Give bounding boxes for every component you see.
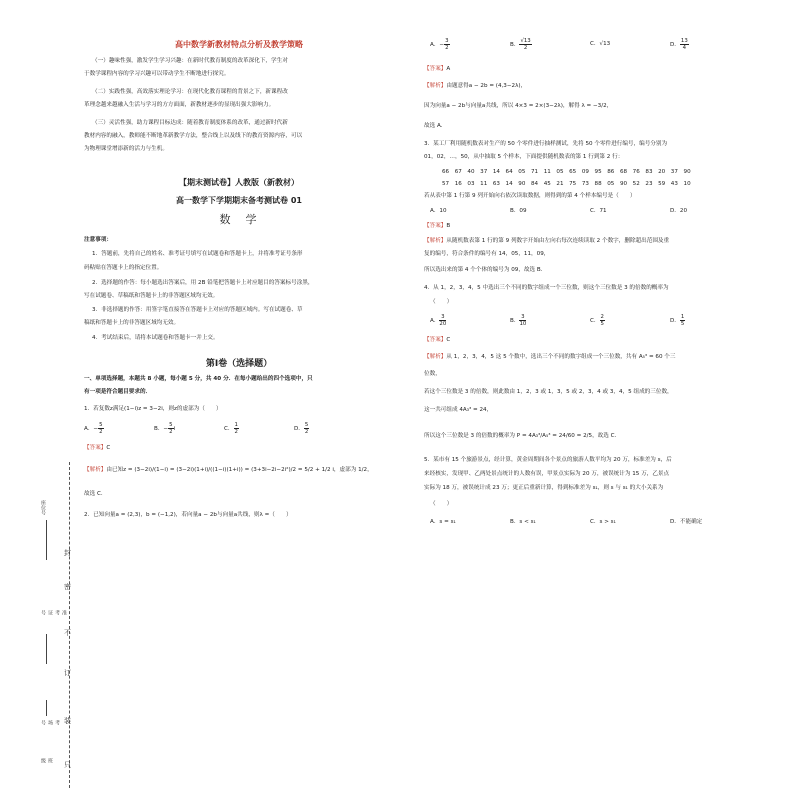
q3-option-b: B．09 xyxy=(510,208,527,214)
question-3b: 01，02，…，50，从中抽取 5 个样本，下面提供随机数表的第 1 行到第 2 行： xyxy=(424,154,624,160)
room-number-line xyxy=(46,700,47,716)
solution-tag: 【解析】 xyxy=(424,83,447,89)
solution-text: 由已知z = (3−2i)/(1−i) = (3−2i)(1+i)/((1−i)(1+i)) = (3+3i−2i−2i²)/2 = 5/2 + 1/2 i，虚部为 1/2， xyxy=(106,467,373,473)
binding-char: 密 xyxy=(64,583,71,591)
q3-solution-2: 复的编号，符合条件的编号有 14，05，11，09， xyxy=(424,251,550,257)
q4-option-b xyxy=(510,314,526,327)
section-one-title: 第Ⅰ卷（选择题） xyxy=(205,359,273,369)
q1-solution-end: 故选 C． xyxy=(84,491,107,497)
binding-char: 不 xyxy=(64,629,71,637)
q4-solution-2: 位数， xyxy=(424,371,441,377)
option-label: B． xyxy=(510,318,520,324)
question-5: 5．某市有 15 个旅游景点，经计算，黄金周期间各个景点的旅游人数平均为 20 万，标准差为 s，后 xyxy=(424,457,672,463)
notice-4: 4．考试结束后，请将本试题卷和答题卡一并上交。 xyxy=(92,335,219,341)
solution-tag: 【解析】 xyxy=(424,238,447,244)
q4-option-d xyxy=(670,314,685,327)
q1-option-c xyxy=(224,422,239,435)
q2-solution-2: 因为向量a − 2b与向量a共线，所以 4×3 = 2×(3−2λ)，解得 λ = −3/2， xyxy=(424,103,613,109)
fraction: $\frac{2}{5}$ xyxy=(600,314,604,327)
solution-tag: 【解析】 xyxy=(84,467,107,473)
option-label: C． xyxy=(590,41,600,47)
q2-option-b xyxy=(510,38,532,51)
q5-option-a: A．s = s₁ xyxy=(430,519,456,525)
option-label: A． xyxy=(430,318,440,324)
q2-solution-end: 故选 A． xyxy=(424,123,447,129)
solution-tag: 【解析】 xyxy=(424,354,447,360)
exam-title: 高一数学下学期期末备考测试卷 01 xyxy=(176,196,302,205)
q3-solution: 【解析】从随机数表第 1 行的第 9 列数字开始由左向右每次连续读取 2 个数字，删除超出范围及重 xyxy=(424,238,670,244)
mc-instructions: 一、单项选择题，本题共 8 小题，每小题 5 分，共 40 分．在每小题给出的四个选项中，只 xyxy=(84,376,313,382)
q2-answer: 【答案】A xyxy=(424,66,451,72)
option-label: A．− xyxy=(430,42,445,48)
notice-3: 3．非选择题的作答：用签字笔直接答在答题卡上对应的答题区域内。写在试题卷、草 xyxy=(92,307,303,313)
question-4: 4．从 1，2，3，4，5 中选出三个不同的数字组成一个三位数，则这个三位数是 3 的倍数的概率为 xyxy=(424,285,669,291)
question-3: 3．某工厂利用随机数表对生产的 50 个零件进行抽样测试，先将 50 个零件进行编号，编号分别为 xyxy=(424,141,668,147)
q3-option-d: D．20 xyxy=(670,208,688,214)
answer-tag: 【答案】 xyxy=(424,337,447,343)
fraction: $\frac{3}{2}$ xyxy=(445,38,449,51)
q1-option-a xyxy=(84,422,104,435)
binding-margin xyxy=(0,230,80,769)
fraction: $\frac{1}{2}$ xyxy=(234,422,238,435)
intro-para-3c: 为物理课堂增添新的活力与生机。 xyxy=(84,146,168,152)
q2-solution: 【解析】由题意得a − 2b = (4,3−2λ)， xyxy=(424,83,527,89)
q3-option-c: C．71 xyxy=(590,208,607,214)
question-4b: （ ） xyxy=(430,299,453,305)
subject-title: 数 学 xyxy=(219,213,259,226)
q4-solution-3: 若这个三位数是 3 的倍数，则此数由 1，2，3 或 1，3，5 或 2，3，4 或 3，4，5 组成的三位数， xyxy=(424,389,673,395)
question-5d: （ ） xyxy=(430,501,453,507)
q1-option-b: B．− $\frac{5}{2}$ i xyxy=(154,422,176,435)
notice-2: 2．选择题的作答：每小题选出答案后，用 2B 铅笔把答题卡上对应题目的答案标号涂黑， xyxy=(92,280,314,286)
exam-id-line xyxy=(46,634,47,664)
q2-option-d xyxy=(670,38,689,51)
article-title: 高中数学新教材特点分析及教学策略 xyxy=(175,40,303,49)
q4-solution-5: 所以这个三位数是 3 的倍数的概率为 P = 4A₃³/A₅³ = 24/60 = 2/5，故选 C． xyxy=(424,433,621,439)
q3-answer: 【答案】B xyxy=(424,223,451,229)
option-label: D． xyxy=(670,42,680,48)
q1-solution xyxy=(84,466,373,474)
question-5c: 实际为 18 万，被误统计成 23 万；更正后重新计算，得到标准差为 s₁，则 s 与 s₁ 的大小关系为 xyxy=(424,485,664,491)
notice-2b: 写在试题卷、草稿纸和答题卡上的非答题区域均无效。 xyxy=(84,293,219,299)
question-5b: 来经核实，发现甲、乙两处景点统计的人数有误，甲景点实际为 20 万，被误统计为 15 万，乙景点 xyxy=(424,471,670,477)
notice-1b: 码粘贴在答题卡上的指定位置。 xyxy=(84,265,163,271)
option-label: C． xyxy=(224,426,234,432)
question-1: 1．若复数z满足(1−i)z = 3−2i，则z的虚部为（ ） xyxy=(84,406,222,412)
option-label: A．− xyxy=(84,426,99,432)
fraction: $\frac{5}{2}$ xyxy=(304,422,309,435)
option-label: D． xyxy=(670,318,680,324)
q3-solution-3: 所以选出来的第 4 个个体的编号为 09，故选 B． xyxy=(424,267,547,273)
intro-para-2b: 革理念越来越融入生活与学习的方方面面，新教材逐步的显现出强大影响力。 xyxy=(84,102,275,108)
exam-tag: 【期末测试卷】人教版（新教材） xyxy=(179,178,299,187)
fraction: $\frac{3}{20}$ xyxy=(439,314,447,327)
room-number-label: 考场号 xyxy=(40,720,60,725)
question-2: 2．已知向量a = (2,3)，b = (−1,2)，若向量a − 2b与向量a共线，则λ =（ ） xyxy=(84,512,292,518)
answer-tag: 【答案】 xyxy=(424,66,447,72)
random-table-row-2: 57 16 03 11 63 14 90 84 45 21 75 73 88 05 90 52 23 59 43 10 xyxy=(442,181,691,187)
binding-char: 订 xyxy=(64,669,71,677)
q4-solution-4: 这一共可组成 4A₃³ = 24， xyxy=(424,407,493,413)
fraction: $\frac{5}{2}$ xyxy=(99,422,103,435)
q2-option-a xyxy=(430,38,450,51)
intro-para-3: （三）灵活性强，助力课程目标达成：随着教育制度体系的改革，通过新时代新 xyxy=(92,120,288,126)
intro-para-3b: 教材内容的融入，教师能不断地革新教学方法，整合线上以及线下的教育资源内容，可以 xyxy=(84,133,303,139)
q4-answer: 【答案】C xyxy=(424,337,451,343)
option-label: B．− xyxy=(154,426,169,432)
question-3c: 若从表中第 1 行第 9 列开始向右依次读取数据，则得到的第 4 个样本编号是（ ） xyxy=(424,193,636,199)
option-label: C． xyxy=(590,318,600,324)
answer-tag: 【答案】 xyxy=(424,223,447,229)
q1-option-d xyxy=(294,422,309,435)
fraction: $\frac{5}{2}$ xyxy=(169,422,173,435)
seat-number-label: 座位号 xyxy=(40,500,46,515)
q5-option-b: B．s < s₁ xyxy=(510,519,536,525)
fraction: $\frac{3}{10}$ xyxy=(519,314,527,327)
option-label: B． xyxy=(510,42,520,48)
intro-para-1b: 于数学课程内容的学习兴趣可以带动学生不断地进行探究。 xyxy=(84,71,230,77)
q4-solution: 【解析】从 1，2，3，4，5 这 5 个数中，选出三个不同的数字组成一个三位数，共有 A₅³ = 60 个三 xyxy=(424,354,676,360)
mc-instructions-b: 有一项是符合题目要求的． xyxy=(84,389,152,395)
q4-option-c xyxy=(590,314,605,327)
binding-dashed-line xyxy=(69,462,70,788)
q2-option-c: C．√13 xyxy=(590,41,611,47)
fraction: $\frac{1}{5}$ xyxy=(680,314,685,327)
intro-para-1: （一）趣味性强，激发学生学习兴趣：在新时代教育制度的改革深化下，学生对 xyxy=(92,58,288,64)
exam-id-label: 准考证号 xyxy=(40,610,67,615)
q5-option-c: C．s > s₁ xyxy=(590,519,616,525)
binding-char: 装 xyxy=(64,717,71,725)
binding-char: 封 xyxy=(64,549,71,557)
class-label: 班级 xyxy=(40,758,53,763)
fraction: $\frac{√13}{2}$ xyxy=(520,38,531,51)
answer-value: C xyxy=(106,445,111,451)
seat-number-line xyxy=(46,520,47,560)
binding-char: 只 xyxy=(64,761,71,769)
q3-option-a: A．10 xyxy=(430,208,447,214)
answer-tag: 【答案】 xyxy=(84,445,107,451)
q4-option-a xyxy=(430,314,446,327)
q5-option-d: D．不能确定 xyxy=(670,519,703,525)
notice-1: 1．答题前，先将自己的姓名、准考证号填写在试题卷和答题卡上，并将准考证号条形 xyxy=(92,251,303,257)
notice-title: 注意事项： xyxy=(84,237,112,243)
notice-3b: 稿纸和答题卡上的非答题区域均无效。 xyxy=(84,320,180,326)
random-table-row-1: 66 67 40 37 14 64 05 71 11 05 65 09 95 86 68 76 83 20 37 90 xyxy=(442,169,691,175)
fraction: $\frac{13}{4}$ xyxy=(680,38,688,51)
option-label: D． xyxy=(294,426,304,432)
intro-para-2: （二）实践性强，高效落实理论学习：在现代化教育课程的背景之下，新课程改 xyxy=(92,89,288,95)
q1-answer xyxy=(84,444,110,452)
